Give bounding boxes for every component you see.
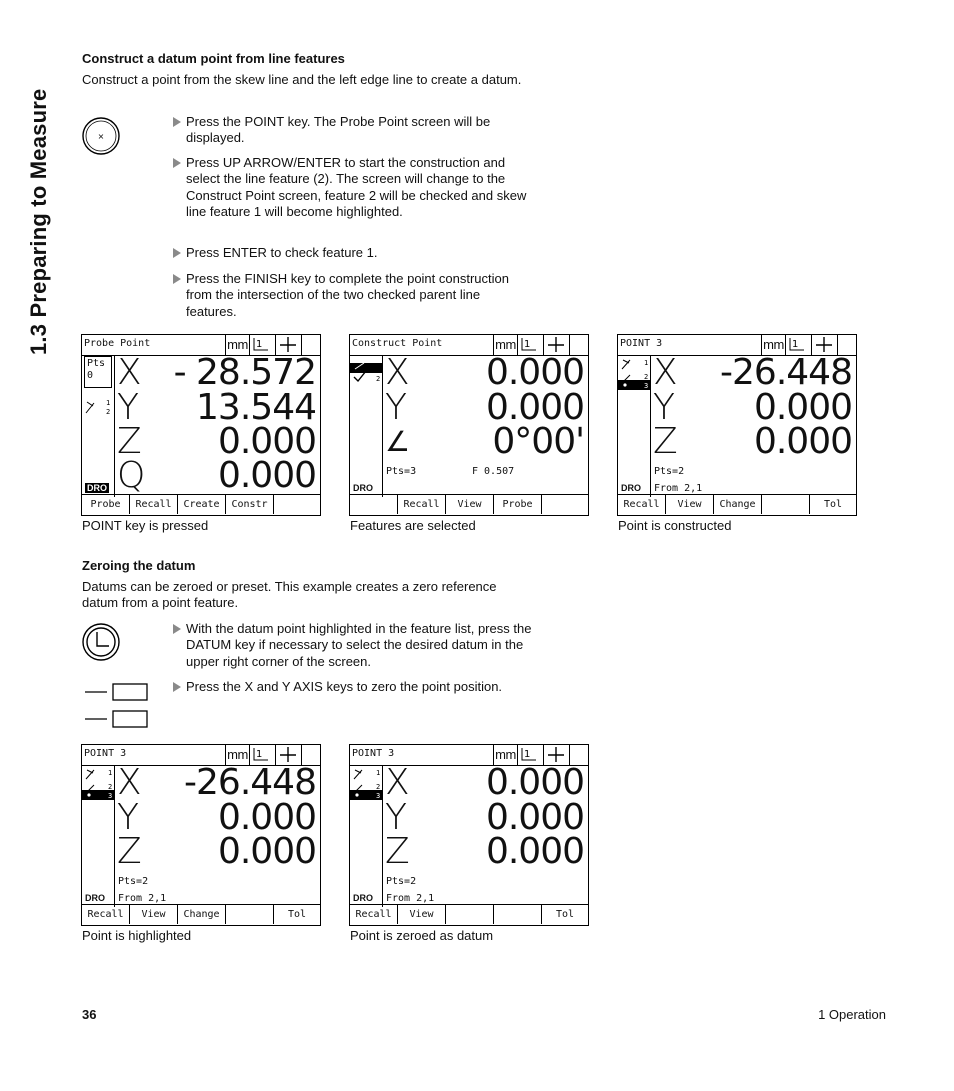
datum-key-icon bbox=[81, 622, 121, 662]
step-2-text: Press UP ARROW/ENTER to start the construction and select the line feature (2). The screen will change to the Construct Point screen, feature 2 will be checked and skew line feature 1 will become highlighted. bbox=[186, 155, 527, 219]
svg-text:1: 1 bbox=[256, 339, 263, 350]
units-indicator: mm bbox=[225, 745, 249, 765]
softkey-recall[interactable]: Recall bbox=[398, 495, 446, 514]
from-features: From 2,1 bbox=[654, 483, 703, 494]
axis-y-value: 13.544 bbox=[196, 387, 316, 428]
dro-label: DRO bbox=[621, 483, 641, 493]
svg-text:1: 1 bbox=[524, 339, 531, 350]
svg-text:1: 1 bbox=[108, 769, 113, 777]
softkey-blank-2[interactable] bbox=[494, 905, 542, 924]
axis-q-label: Q bbox=[117, 455, 146, 496]
softkey-recall[interactable]: Recall bbox=[618, 495, 666, 514]
angle-value: 0°00' bbox=[492, 421, 584, 462]
softkey-constr[interactable]: Constr bbox=[226, 495, 274, 514]
softkey-bar bbox=[82, 904, 320, 925]
page-number: 36 bbox=[82, 1007, 97, 1022]
axis-x-value: -26.448 bbox=[720, 352, 852, 393]
pts-label: Pts bbox=[87, 358, 106, 369]
feature-list-panel bbox=[350, 355, 383, 497]
check-icon bbox=[352, 361, 382, 383]
axis-x-label: X bbox=[653, 352, 678, 393]
axis-z-label: Z bbox=[117, 831, 142, 872]
units-indicator: mm bbox=[493, 335, 517, 355]
softkey-recall[interactable]: Recall bbox=[130, 495, 178, 514]
feature-list-panel bbox=[82, 355, 115, 497]
line-feature-icon bbox=[84, 767, 114, 781]
svg-text:2: 2 bbox=[376, 783, 381, 791]
section2-intro: Datums can be zeroed or preset. This example creates a zero reference datum from a point feature. bbox=[82, 579, 497, 610]
screen-point-constructed bbox=[617, 334, 857, 516]
svg-text:1: 1 bbox=[644, 359, 649, 367]
softkey-tol[interactable]: Tol bbox=[823, 499, 843, 510]
dro-label: DRO bbox=[353, 483, 373, 493]
pts-box bbox=[84, 356, 112, 388]
screen-point-highlighted bbox=[81, 744, 321, 926]
softkey-blank[interactable] bbox=[762, 495, 810, 514]
pts-count: Pts=2 bbox=[386, 876, 417, 887]
svg-text:1: 1 bbox=[376, 769, 381, 777]
axis-x-value: 0.000 bbox=[485, 352, 584, 393]
pts-value: 0 bbox=[87, 370, 94, 381]
softkey-change[interactable]: Change bbox=[714, 495, 762, 514]
softkey-view[interactable]: View bbox=[130, 905, 178, 924]
softkey-tol[interactable]: Tol bbox=[555, 909, 575, 920]
svg-text:3: 3 bbox=[644, 382, 649, 390]
angle-icon: ∠ bbox=[385, 425, 411, 458]
screen-point-zeroed bbox=[349, 744, 589, 926]
point-feature-icon bbox=[84, 781, 114, 801]
axis-keys-icon bbox=[83, 682, 149, 730]
feature-list-panel bbox=[618, 355, 651, 497]
axis-x-label: X bbox=[117, 352, 142, 393]
axis-y-value: 0.000 bbox=[485, 797, 584, 838]
step-1 bbox=[173, 114, 533, 147]
feature-list-panel bbox=[82, 765, 115, 907]
screen-title: Construct Point bbox=[352, 338, 443, 349]
svg-text:2: 2 bbox=[106, 408, 111, 416]
svg-text:2: 2 bbox=[644, 373, 649, 381]
axis-x-label: X bbox=[385, 352, 410, 393]
units-indicator: mm bbox=[225, 335, 249, 355]
axis-z-value: 0.000 bbox=[485, 831, 584, 872]
line-feature-icon bbox=[620, 357, 650, 371]
softkey-view[interactable]: View bbox=[666, 495, 714, 514]
step-3-text: Press ENTER to check feature 1. bbox=[186, 245, 378, 260]
axis-z-value: 0.000 bbox=[217, 421, 316, 462]
axis-y-label: Y bbox=[385, 797, 407, 838]
axis-y-label: Y bbox=[653, 387, 675, 428]
from-features: From 2,1 bbox=[386, 893, 435, 904]
axis-x-label: X bbox=[385, 762, 410, 803]
step-1-text: Press the POINT key. The Probe Point screen will be displayed. bbox=[186, 114, 491, 146]
form-value: F 0.507 bbox=[472, 466, 515, 477]
dro-label: DRO bbox=[353, 893, 373, 903]
softkey-tol[interactable]: Tol bbox=[287, 909, 307, 920]
axis-z-value: 0.000 bbox=[217, 831, 316, 872]
step-5-text: With the datum point highlighted in the feature list, press the DATUM key if necessary to select the desired datum in the upper right corner of the screen. bbox=[186, 621, 532, 669]
section1-heading: Construct a datum point from line features bbox=[82, 51, 345, 66]
svg-text:1: 1 bbox=[792, 339, 799, 350]
pts-count: Pts=3 bbox=[386, 466, 417, 477]
screen-title: POINT 3 bbox=[352, 748, 395, 759]
axis-x-value: - 28.572 bbox=[173, 352, 316, 393]
section-title-text: 1.3 Preparing to Measure bbox=[26, 88, 51, 355]
units-indicator: mm bbox=[493, 745, 517, 765]
section-side-title bbox=[22, 55, 56, 355]
axis-q-value: 0.000 bbox=[217, 455, 316, 496]
axis-y-value: 0.000 bbox=[485, 387, 584, 428]
caption-screen-1: POINT key is pressed bbox=[82, 518, 209, 533]
axis-z-value: 0.000 bbox=[753, 421, 852, 462]
units-indicator: mm bbox=[761, 335, 785, 355]
axis-x-value: 0.000 bbox=[485, 762, 584, 803]
svg-text:×: × bbox=[97, 132, 105, 141]
screen-title: POINT 3 bbox=[84, 748, 127, 759]
step-4-text: Press the FINISH key to complete the point construction from the intersection of the two checked parent line features. bbox=[186, 271, 509, 319]
svg-text:2: 2 bbox=[108, 783, 113, 791]
step-6 bbox=[173, 679, 533, 695]
screen-probe-point bbox=[81, 334, 321, 516]
axis-z-label: Z bbox=[385, 831, 410, 872]
step-3 bbox=[173, 245, 533, 261]
chapter-label: 1 Operation bbox=[818, 1007, 886, 1022]
svg-text:1: 1 bbox=[106, 399, 111, 407]
softkey-probe[interactable]: Probe bbox=[82, 495, 130, 514]
svg-text:3: 3 bbox=[108, 792, 113, 800]
feature-list-panel bbox=[350, 765, 383, 907]
axis-x-label: X bbox=[117, 762, 142, 803]
softkey-recall[interactable]: Recall bbox=[350, 905, 398, 924]
softkey-probe[interactable]: Probe bbox=[494, 495, 542, 514]
softkey-blank[interactable] bbox=[446, 905, 494, 924]
caption-screen-4: Point is highlighted bbox=[82, 928, 192, 943]
axis-y-value: 0.000 bbox=[753, 387, 852, 428]
softkey-create[interactable]: Create bbox=[178, 495, 226, 514]
svg-text:1: 1 bbox=[524, 749, 531, 760]
axis-y-value: 0.000 bbox=[217, 797, 316, 838]
softkey-blank[interactable] bbox=[274, 495, 320, 514]
point-key-icon bbox=[81, 116, 121, 156]
axis-x-value: -26.448 bbox=[184, 762, 316, 803]
dro-label: DRO bbox=[85, 893, 105, 903]
screen-title: Probe Point bbox=[84, 338, 151, 349]
axis-y-label: Y bbox=[117, 797, 139, 838]
line-feature-icon bbox=[84, 397, 114, 417]
softkey-blank[interactable] bbox=[226, 905, 274, 924]
caption-screen-3: Point is constructed bbox=[618, 518, 732, 533]
step-2 bbox=[173, 155, 533, 220]
softkey-bar bbox=[82, 494, 320, 515]
softkey-bar bbox=[350, 904, 588, 925]
softkey-bar bbox=[618, 494, 856, 515]
axis-y-label: Y bbox=[117, 387, 139, 428]
softkey-blank[interactable] bbox=[350, 495, 398, 514]
softkey-view[interactable]: View bbox=[446, 495, 494, 514]
axis-z-label: Z bbox=[653, 421, 678, 462]
pts-count: Pts=2 bbox=[118, 876, 149, 887]
screen-title: POINT 3 bbox=[620, 338, 663, 349]
point-feature-icon bbox=[352, 781, 382, 801]
svg-text:2: 2 bbox=[376, 375, 381, 383]
step-6-text: Press the X and Y AXIS keys to zero the point position. bbox=[186, 679, 503, 694]
caption-screen-5: Point is zeroed as datum bbox=[350, 928, 494, 943]
softkey-view[interactable]: View bbox=[398, 905, 446, 924]
softkey-bar bbox=[350, 494, 588, 515]
axis-z-label: Z bbox=[117, 421, 142, 462]
svg-text:1: 1 bbox=[256, 749, 263, 760]
section2-heading: Zeroing the datum bbox=[82, 558, 196, 573]
softkey-change[interactable]: Change bbox=[178, 905, 226, 924]
softkey-recall[interactable]: Recall bbox=[82, 905, 130, 924]
point-feature-icon bbox=[620, 371, 650, 391]
pts-count: Pts=2 bbox=[654, 466, 685, 477]
section1-intro: Construct a point from the skew line and the left edge line to create a datum. bbox=[82, 72, 522, 87]
softkey-blank-2[interactable] bbox=[542, 495, 588, 514]
dro-label: DRO bbox=[87, 483, 107, 493]
step-4 bbox=[173, 271, 533, 320]
step-5 bbox=[173, 621, 533, 670]
caption-screen-2: Features are selected bbox=[350, 518, 476, 533]
from-features: From 2,1 bbox=[118, 893, 167, 904]
line-feature-icon bbox=[352, 767, 382, 781]
svg-text:3: 3 bbox=[376, 792, 381, 800]
screen-construct-point bbox=[349, 334, 589, 516]
axis-y-label: Y bbox=[385, 387, 407, 428]
